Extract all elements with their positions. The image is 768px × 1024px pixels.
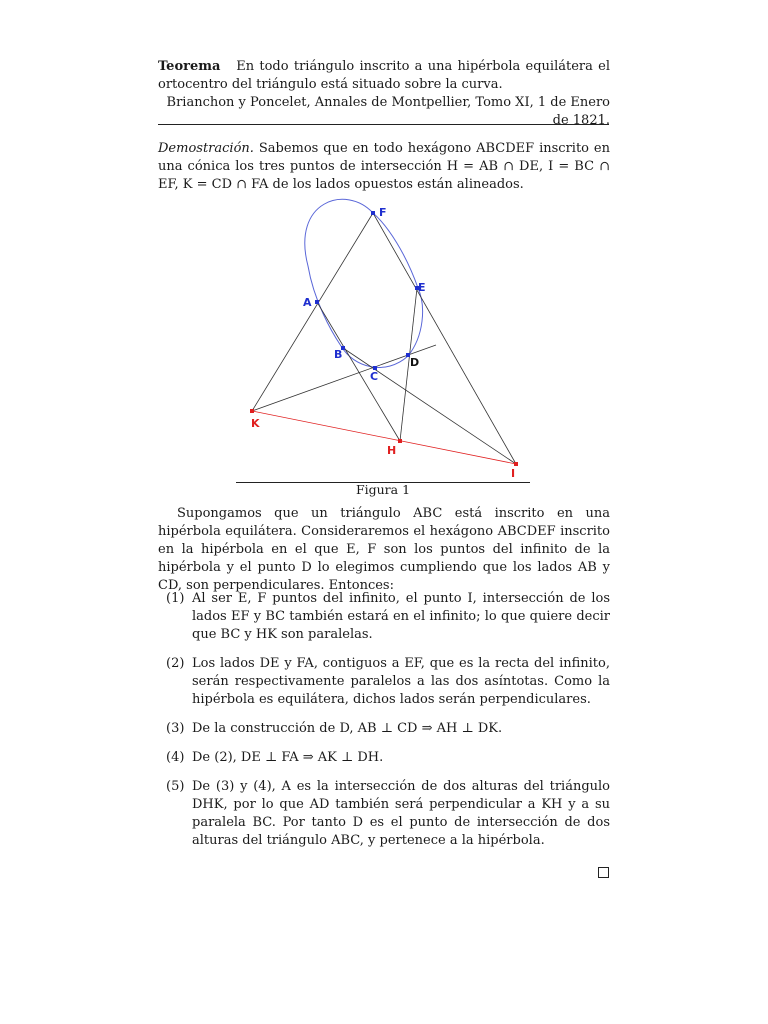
- point-K: [250, 409, 254, 413]
- theorem-text: En todo triángulo inscrito a una hipérbola equilátera el ortocentro del triángulo está situado sobre la curva.: [158, 59, 610, 92]
- label-H: H: [387, 444, 397, 457]
- list-item-number: (5): [166, 779, 185, 794]
- section-divider: [158, 124, 609, 125]
- line-F-K: [252, 213, 373, 411]
- point-F: [371, 211, 375, 215]
- label-F: F: [379, 206, 387, 219]
- list-item-text: Al ser E, F puntos del infinito, el punto I, intersección de los lados EF y BC también estará en el infinito; lo que quiere decir que BC y HK son paralelas.: [192, 591, 610, 642]
- list-item-text: De (3) y (4), A es la intersección de dos alturas del triángulo DHK, por lo que AD también será perpendicular a KH y a su paralela BC. Por tanto D es el punto de intersección de dos alturas del triángulo ABC, y pertenece a la hipérbola.: [192, 779, 610, 848]
- label-B: B: [334, 348, 343, 361]
- list-item-number: (2): [166, 656, 185, 671]
- theorem-label: Teorema: [158, 59, 221, 74]
- point-A: [315, 300, 319, 304]
- proof-intro-text: Sabemos que en todo hexágono ABCDEF inscrito en una cónica los tres puntos de intersección H = AB ∩ DE, I = BC ∩ EF, K = CD ∩ FA de los lados opuestos están alineados.: [158, 141, 610, 192]
- theorem-block: [158, 58, 610, 130]
- label-K: K: [251, 417, 260, 430]
- conic-curve: [305, 199, 423, 367]
- list-item: [158, 655, 610, 709]
- qed-square-icon: [598, 867, 609, 878]
- list-item-number: (1): [166, 591, 185, 606]
- proof-intro: [158, 140, 610, 194]
- list-item: [158, 778, 610, 850]
- line-A-H: [317, 302, 400, 441]
- point-H: [398, 439, 402, 443]
- body-paragraph: [158, 505, 610, 595]
- label-A: A: [303, 296, 312, 309]
- list-item-number: (3): [166, 721, 185, 736]
- list-item-text: Los lados DE y FA, contiguos a EF, que es la recta del infinito, serán respectivamente paralelos a las dos asíntotas. Como la hipérbola es equilátera, dichos lados serán perpendiculares.: [192, 656, 610, 707]
- list-item: [158, 590, 610, 644]
- label-I: I: [511, 467, 516, 480]
- list-item-text: De la construcción de D, AB ⊥ CD ⇒ AH ⊥ DK.: [192, 721, 503, 736]
- label-E: E: [418, 281, 426, 294]
- enumerated-list: [158, 590, 610, 861]
- list-item: [158, 720, 610, 738]
- paragraph-text: Supongamos que un triángulo ABC está inscrito en una hipérbola equilátera. Consideraremos el hexágono ABCDEF inscrito en la hipérbola en el que E, F son los puntos del infinito de la hipérbola y el punto D lo elegimos cumpliendo que los lados AB y CD, son perpendiculares. Entonces:: [158, 506, 610, 593]
- point-I: [514, 462, 518, 466]
- list-item: [158, 749, 610, 767]
- figure-svg: [236, 196, 530, 486]
- label-D: D: [410, 356, 420, 369]
- proof-label: Demostración.: [158, 141, 254, 156]
- theorem-attribution: Brianchon y Poncelet, Annales de Montpellier, Tomo XI, 1 de Enero de 1821.: [166, 95, 610, 128]
- figure-1: [236, 196, 530, 486]
- label-C: C: [370, 370, 379, 383]
- list-item-number: (4): [166, 750, 185, 765]
- figure-caption: Figura 1: [355, 482, 411, 497]
- list-item-text: De (2), DE ⊥ FA ⇒ AK ⊥ DH.: [192, 750, 384, 765]
- line-F-I: [373, 213, 516, 464]
